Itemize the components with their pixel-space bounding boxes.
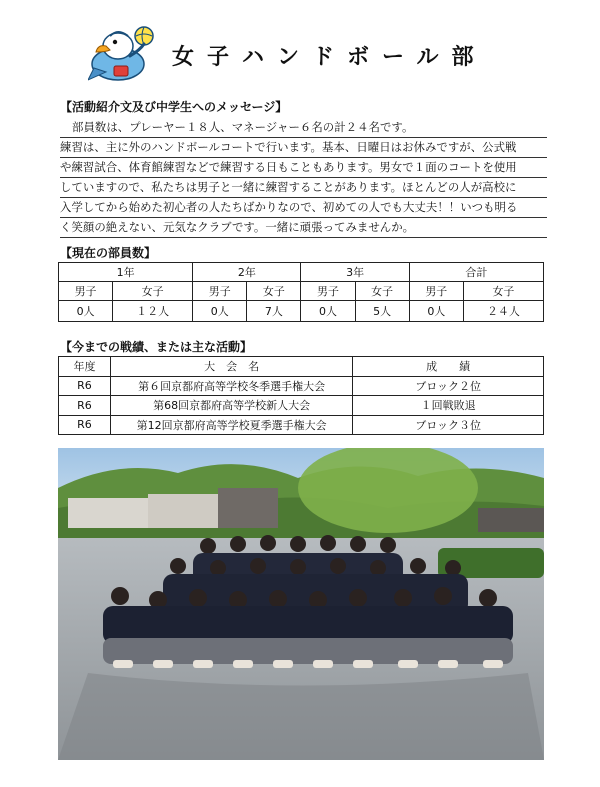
intro-line: く笑顔の絶えない、元気なクラブです。一緒に頑張ってみませんか。: [60, 218, 547, 238]
group-header: 合計: [409, 263, 543, 282]
intro-line: 入学してから始めた初心者の人たちばかりなので、初めての人でも大丈夫！！いつも明る: [60, 198, 547, 218]
table-row: [59, 396, 544, 416]
intro-text: [60, 118, 547, 238]
column-header-year: 年度: [59, 357, 111, 377]
count-cell: 5人: [355, 301, 409, 322]
result-cell: １回戦敗退: [353, 396, 544, 416]
table-row: [59, 263, 544, 282]
table-row: [59, 376, 544, 396]
mascot-bird-icon: [88, 22, 160, 88]
gender-header: 男子: [409, 282, 463, 301]
table-row: [59, 357, 544, 377]
event-cell: 第12回京都府高等学校夏季選手権大会: [110, 415, 352, 435]
table-row: [59, 282, 544, 301]
history-heading: 【今までの戦績、または主な活動】: [60, 340, 253, 354]
year-cell: R6: [59, 396, 111, 416]
gender-header: 女子: [247, 282, 301, 301]
result-cell: ブロック２位: [353, 376, 544, 396]
group-header: 2年: [193, 263, 301, 282]
column-header-event: 大 会 名: [110, 357, 352, 377]
page-title: 女子ハンドボール部: [172, 45, 487, 70]
intro-heading: 【活動紹介文及び中学生へのメッセージ】: [60, 100, 288, 114]
table-row: [59, 415, 544, 435]
group-header: 3年: [301, 263, 409, 282]
column-header-result: 成 績: [353, 357, 544, 377]
count-cell: 0人: [301, 301, 355, 322]
team-photo: [58, 448, 544, 760]
intro-line: や練習試合、体育館練習などで練習する日もこともあります。男女で１面のコートを使用: [60, 158, 547, 178]
team-photo-illustration: [58, 448, 544, 760]
count-cell: 0人: [59, 301, 113, 322]
event-cell: 第68回京都府高等学校新人大会: [110, 396, 352, 416]
year-cell: R6: [59, 376, 111, 396]
history-table: [58, 356, 544, 435]
gender-header: 男子: [59, 282, 113, 301]
count-cell: １２人: [113, 301, 193, 322]
gender-header: 男子: [301, 282, 355, 301]
event-cell: 第６回京都府高等学校冬季選手権大会: [110, 376, 352, 396]
gender-header: 女子: [463, 282, 543, 301]
gender-header: 男子: [193, 282, 247, 301]
intro-line: 練習は、主に外のハンドボールコートで行います。基本、日曜日はお休みですが、公式戦: [60, 138, 547, 158]
result-cell: ブロック３位: [353, 415, 544, 435]
members-heading: 【現在の部員数】: [60, 246, 157, 260]
intro-line: 部員数は、プレーヤー１８人、マネージャー６名の計２４名です。: [60, 118, 547, 138]
group-header: 1年: [59, 263, 193, 282]
count-cell: 0人: [409, 301, 463, 322]
gender-header: 女子: [113, 282, 193, 301]
count-cell: 0人: [193, 301, 247, 322]
year-cell: R6: [59, 415, 111, 435]
gender-header: 女子: [355, 282, 409, 301]
intro-line: していますので、私たちは男子と一緒に練習することがあります。ほとんどの人が高校に: [60, 178, 547, 198]
count-cell: ２４人: [463, 301, 543, 322]
count-cell: 7人: [247, 301, 301, 322]
member-count-table: [58, 262, 544, 322]
table-row: [59, 301, 544, 322]
header: [88, 22, 558, 92]
